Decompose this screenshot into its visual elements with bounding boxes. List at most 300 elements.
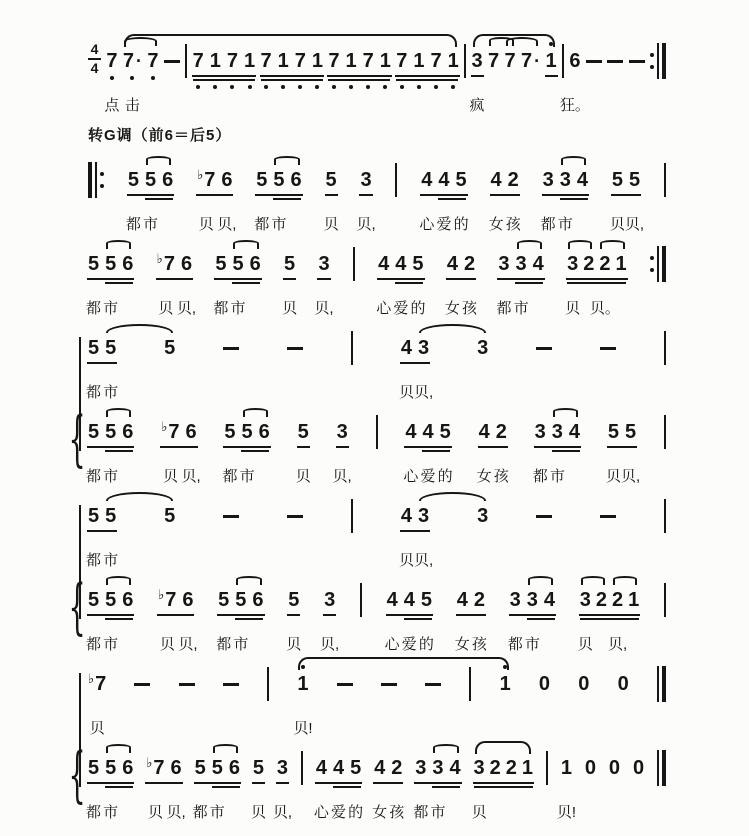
phrase-slur-arc xyxy=(473,34,555,47)
note-digit: 3 xyxy=(415,757,427,779)
system-brace: { xyxy=(68,572,86,642)
lyric: 市 xyxy=(239,468,255,485)
note-group xyxy=(254,167,302,233)
lyric: 都 xyxy=(496,300,512,317)
note-group xyxy=(540,167,588,233)
note xyxy=(372,755,388,821)
note-digit: 4 xyxy=(400,337,413,359)
lyric: 贝, xyxy=(320,636,340,653)
lyric: 心 xyxy=(419,216,435,233)
dash xyxy=(381,683,397,686)
note-cell xyxy=(295,419,311,485)
lyric: 贝, xyxy=(272,804,293,821)
note xyxy=(533,251,544,277)
lyric: 贝, xyxy=(181,468,201,485)
lyric: 贝 xyxy=(471,804,487,821)
note xyxy=(577,167,588,193)
barline xyxy=(301,751,303,785)
thick-bar xyxy=(662,750,666,786)
note xyxy=(233,587,249,653)
note xyxy=(454,587,470,653)
dash xyxy=(629,60,645,63)
beam xyxy=(414,782,461,784)
note-digit: 3 xyxy=(473,757,485,779)
note xyxy=(628,587,639,613)
note-cell xyxy=(356,167,376,233)
note-group xyxy=(532,419,581,485)
barline xyxy=(469,667,471,701)
note-digit: 2 xyxy=(495,421,507,443)
note-digit: 7 xyxy=(294,50,306,72)
note-cell xyxy=(505,48,516,74)
repeat-start-barline xyxy=(88,162,104,198)
note-cell xyxy=(164,503,175,529)
note-digit: 1 xyxy=(379,50,391,72)
note xyxy=(453,167,469,233)
note-group xyxy=(86,335,119,401)
lyric: 贝 xyxy=(565,300,581,317)
note xyxy=(158,587,177,653)
note-cell xyxy=(546,48,557,74)
note xyxy=(524,587,540,653)
note-digit: 2 xyxy=(599,253,611,275)
lyric: 市 xyxy=(103,552,119,569)
note-digit: 3 xyxy=(477,505,489,527)
note-digit: 5 xyxy=(252,757,264,779)
note-digit: 5 xyxy=(235,589,247,611)
thin-bar xyxy=(95,162,97,198)
note xyxy=(86,503,102,569)
note-cell xyxy=(539,671,550,697)
note-group xyxy=(193,48,256,74)
flat-sign: ♭ xyxy=(197,167,204,182)
note xyxy=(488,48,499,74)
lyric: 都 xyxy=(532,468,548,485)
lyric: 都 xyxy=(507,636,523,653)
note xyxy=(490,755,501,781)
beam-level2 xyxy=(396,79,458,81)
system-brace: { xyxy=(68,404,86,474)
beam xyxy=(611,194,641,196)
beam-level2 xyxy=(193,79,255,81)
lyric: 贝, xyxy=(624,216,645,233)
note-digit: 2 xyxy=(505,757,517,779)
lyric: 贝! xyxy=(556,804,577,821)
note-digit: 4 xyxy=(315,757,327,779)
system-token-row xyxy=(88,153,666,233)
lyric: 的 xyxy=(410,300,426,317)
lyric: 贝, xyxy=(314,300,334,317)
note-group xyxy=(471,755,534,821)
note-digit: 3 xyxy=(515,253,527,275)
lyric: 贝, xyxy=(356,216,376,233)
lyric: 贝 xyxy=(147,804,163,821)
beam-level2 xyxy=(438,198,466,200)
beam-level2 xyxy=(105,450,133,452)
beam xyxy=(566,278,628,280)
lyric: 市 xyxy=(524,636,540,653)
note-cell xyxy=(578,671,589,697)
note-group xyxy=(609,167,645,233)
note-digit: 3 xyxy=(418,505,430,527)
note-group xyxy=(192,755,240,821)
note xyxy=(323,167,339,233)
repeat-dot xyxy=(650,268,654,272)
beam-level2 xyxy=(235,618,263,620)
note xyxy=(143,167,159,233)
note xyxy=(86,419,102,485)
note-digit: 4 xyxy=(543,589,556,611)
note-group xyxy=(398,503,434,569)
note-digit: 6 xyxy=(122,589,134,611)
final-barline xyxy=(657,666,666,702)
lyric: 贝, xyxy=(414,552,434,569)
note-digit: 3 xyxy=(360,169,372,191)
note xyxy=(393,251,409,317)
note xyxy=(577,587,593,653)
note xyxy=(585,755,596,781)
note-group xyxy=(444,251,478,317)
repeat-dot xyxy=(100,184,104,188)
note-group xyxy=(496,251,544,317)
note xyxy=(488,167,504,233)
note xyxy=(521,48,540,74)
note xyxy=(271,167,287,233)
note-digit: 0 xyxy=(584,757,597,779)
octave-dot-low xyxy=(349,85,353,89)
beam-level2 xyxy=(432,786,460,788)
note-digit: 5 xyxy=(412,253,424,275)
note xyxy=(122,48,142,114)
note xyxy=(384,587,400,653)
lyric: 心 xyxy=(313,804,329,821)
dash xyxy=(287,347,303,350)
note-digit: 3 xyxy=(471,50,483,72)
note-digit: 1 xyxy=(499,673,511,695)
note xyxy=(556,755,577,821)
beam xyxy=(327,75,392,77)
note-digit: 3 xyxy=(534,421,546,443)
lyric: 心 xyxy=(376,300,392,317)
note xyxy=(103,251,119,317)
barline xyxy=(664,415,666,449)
tie-arc xyxy=(213,744,238,753)
note-digit: 1 xyxy=(615,253,627,275)
lyric: 贝 xyxy=(577,636,593,653)
beam-level2 xyxy=(527,618,555,620)
note-cell xyxy=(88,671,107,737)
tie-arc xyxy=(106,408,131,417)
lyric: 孩 xyxy=(462,300,478,317)
lyric: 都 xyxy=(540,216,556,233)
beam xyxy=(446,278,476,280)
phrase-slur-arc xyxy=(124,34,457,47)
note xyxy=(222,419,238,485)
tie-arc xyxy=(528,576,553,585)
beam xyxy=(456,614,486,616)
note xyxy=(314,251,334,317)
barline xyxy=(353,247,355,281)
note-cell xyxy=(250,755,266,821)
dash xyxy=(134,683,150,686)
note-digit: 0 xyxy=(617,673,629,695)
note-digit: 5 xyxy=(350,757,362,779)
note xyxy=(122,419,133,445)
note-digit: 7 xyxy=(260,50,272,72)
note-digit: 5 xyxy=(325,169,337,191)
note xyxy=(493,419,509,485)
note-digit: 6 xyxy=(249,253,261,275)
note xyxy=(448,48,459,74)
beam-level2 xyxy=(241,450,269,452)
music-system xyxy=(88,657,666,741)
beam xyxy=(276,782,289,784)
note-digit: 1 xyxy=(209,50,221,72)
note-digit: 3 xyxy=(559,169,571,191)
barline xyxy=(664,499,666,533)
beam xyxy=(315,782,362,784)
note-digit: 3 xyxy=(318,253,330,275)
octave-dot-low xyxy=(264,85,268,89)
note xyxy=(295,48,306,74)
lyric: 市 xyxy=(549,468,565,485)
note xyxy=(444,251,460,317)
note-digit: 7 xyxy=(163,253,175,275)
note xyxy=(506,755,517,781)
note-digit: 3 xyxy=(418,337,430,359)
octave-dot-low xyxy=(213,85,217,89)
lyric: 贝。 xyxy=(589,300,620,317)
dash xyxy=(337,683,353,686)
note-digit: 5 xyxy=(455,169,467,191)
note-digit: 7 xyxy=(147,50,159,72)
note-digit: 3 xyxy=(526,589,538,611)
note xyxy=(178,587,198,653)
time-signature-denominator: 4 xyxy=(90,60,99,76)
note-digit: 6 xyxy=(182,589,194,611)
note-group xyxy=(372,755,405,821)
barline xyxy=(185,44,187,78)
note xyxy=(431,48,442,74)
note-digit: 7 xyxy=(226,50,238,72)
note xyxy=(609,755,620,781)
music-system xyxy=(88,34,666,122)
lyric: 爱 xyxy=(331,804,347,821)
thick-bar xyxy=(662,666,666,702)
note-digit: 6 xyxy=(252,589,264,611)
barline xyxy=(360,583,362,617)
note xyxy=(401,587,417,653)
note-group xyxy=(216,587,264,653)
tie-arc xyxy=(419,324,486,333)
lyric: 贝, xyxy=(607,636,628,653)
beam-level2 xyxy=(474,786,533,788)
note xyxy=(376,251,392,317)
note-digit: 5 xyxy=(105,253,117,275)
note xyxy=(389,755,405,821)
note-cell xyxy=(477,335,488,361)
note xyxy=(559,48,590,114)
note-digit: 5 xyxy=(88,421,100,443)
beam-level2 xyxy=(552,450,580,452)
two-voice-system xyxy=(68,657,666,825)
octave-dot-low xyxy=(400,85,404,89)
octave-dot-low xyxy=(451,85,455,89)
lyric: 贝 xyxy=(323,216,339,233)
note-cell xyxy=(332,419,352,485)
note xyxy=(596,587,607,613)
note-digit: 4 xyxy=(446,253,458,275)
note-digit: 7 xyxy=(488,50,500,72)
note-digit: 5 xyxy=(88,337,100,359)
note-digit: 7 xyxy=(168,421,180,443)
beam xyxy=(497,278,544,280)
repeat-dot xyxy=(650,256,654,260)
lyric: 心 xyxy=(403,468,419,485)
note xyxy=(618,671,629,697)
note-digit: 5 xyxy=(420,589,432,611)
note-digit: 2 xyxy=(583,253,595,275)
note-digit: 3 xyxy=(509,589,521,611)
lyric: 市 xyxy=(143,216,159,233)
barline xyxy=(351,331,353,365)
phrase-slur-arc xyxy=(475,741,532,754)
dash xyxy=(223,515,239,518)
flat-sign: ♭ xyxy=(88,671,95,686)
dash xyxy=(536,347,552,350)
note xyxy=(624,167,645,233)
note-digit: 3 xyxy=(542,169,554,191)
note xyxy=(633,755,644,781)
beam-level2 xyxy=(395,282,423,284)
beam xyxy=(373,782,403,784)
lyric: 贝 xyxy=(286,636,302,653)
tie-arc xyxy=(581,576,605,585)
note-digit: 5 xyxy=(88,505,100,527)
note-group xyxy=(488,167,521,233)
note xyxy=(164,503,175,529)
note-digit: 5 xyxy=(288,589,300,611)
lyric: 市 xyxy=(103,300,119,317)
tie-arc xyxy=(600,240,624,249)
system-token-row xyxy=(86,741,666,821)
note-group xyxy=(328,48,391,74)
note-digit: 5 xyxy=(611,169,623,191)
system-token-row xyxy=(86,405,666,485)
beam xyxy=(87,446,134,448)
note-group xyxy=(398,335,434,401)
note-digit: 3 xyxy=(498,253,510,275)
note-group xyxy=(507,587,556,653)
note-digit: 4 xyxy=(332,757,345,779)
lyric: 贝, xyxy=(176,300,197,317)
beam xyxy=(156,278,193,280)
note xyxy=(471,755,487,821)
note-group xyxy=(313,755,364,821)
thin-bar xyxy=(657,666,659,702)
thin-bar xyxy=(657,750,659,786)
note-group xyxy=(158,587,198,653)
barline xyxy=(664,331,666,365)
note-cell xyxy=(521,48,540,74)
note-group xyxy=(605,419,641,485)
note xyxy=(217,167,237,233)
beam xyxy=(145,782,182,784)
time-signature xyxy=(88,42,101,76)
note-cell xyxy=(488,48,499,74)
note-digit: 5 xyxy=(88,757,100,779)
note-digit: 6 xyxy=(185,421,197,443)
lyric: 女 xyxy=(444,300,460,317)
note xyxy=(403,419,419,485)
note-group xyxy=(577,587,640,653)
note-digit: 5 xyxy=(105,337,117,359)
lyric: 贝, xyxy=(217,216,237,233)
note xyxy=(437,419,453,485)
flat-sign: ♭ xyxy=(156,251,163,266)
lyric: 市 xyxy=(103,468,119,485)
lyric: 贝, xyxy=(166,804,186,821)
beam xyxy=(87,782,134,784)
lyric: 市 xyxy=(233,636,249,653)
note xyxy=(607,587,628,653)
augmentation-dot: · xyxy=(534,51,541,71)
beam xyxy=(255,194,302,196)
note xyxy=(414,503,434,569)
beam-level2 xyxy=(145,198,173,200)
note xyxy=(450,755,461,781)
note xyxy=(605,419,621,485)
lyric: 贝 xyxy=(605,468,621,485)
barline xyxy=(464,44,466,78)
lyric: 孩 xyxy=(505,216,521,233)
octave-dot-low xyxy=(417,85,421,89)
thick-bar xyxy=(88,162,92,198)
note-digit: 6 xyxy=(162,169,174,191)
note xyxy=(419,167,435,233)
note-digit: 6 xyxy=(228,757,240,779)
note-digit: 4 xyxy=(456,589,468,611)
note-digit: 6 xyxy=(170,757,182,779)
note xyxy=(295,419,311,485)
note-digit: 4 xyxy=(449,757,461,779)
note xyxy=(476,419,492,485)
lyric: 孩 xyxy=(493,468,509,485)
repeat-dot xyxy=(100,172,104,176)
lyric: 的 xyxy=(453,216,469,233)
note-digit: 1 xyxy=(297,673,309,695)
note xyxy=(176,251,197,317)
note-digit: 7 xyxy=(430,50,442,72)
lyric: 都 xyxy=(413,804,429,821)
lyric: 贝, xyxy=(620,468,641,485)
note-digit: 1 xyxy=(311,50,323,72)
dash xyxy=(586,60,602,63)
beam xyxy=(157,614,194,616)
beam-level2 xyxy=(261,79,323,81)
beam xyxy=(217,614,264,616)
note-digit: 5 xyxy=(164,505,176,527)
note-digit: 5 xyxy=(297,421,309,443)
note-group xyxy=(146,755,186,821)
beam-level2 xyxy=(273,198,301,200)
note xyxy=(532,419,548,485)
lyric: 市 xyxy=(557,216,573,233)
note xyxy=(328,48,339,74)
note-digit: 5 xyxy=(105,421,117,443)
note-digit: 6 xyxy=(122,421,134,443)
beam xyxy=(534,446,581,448)
